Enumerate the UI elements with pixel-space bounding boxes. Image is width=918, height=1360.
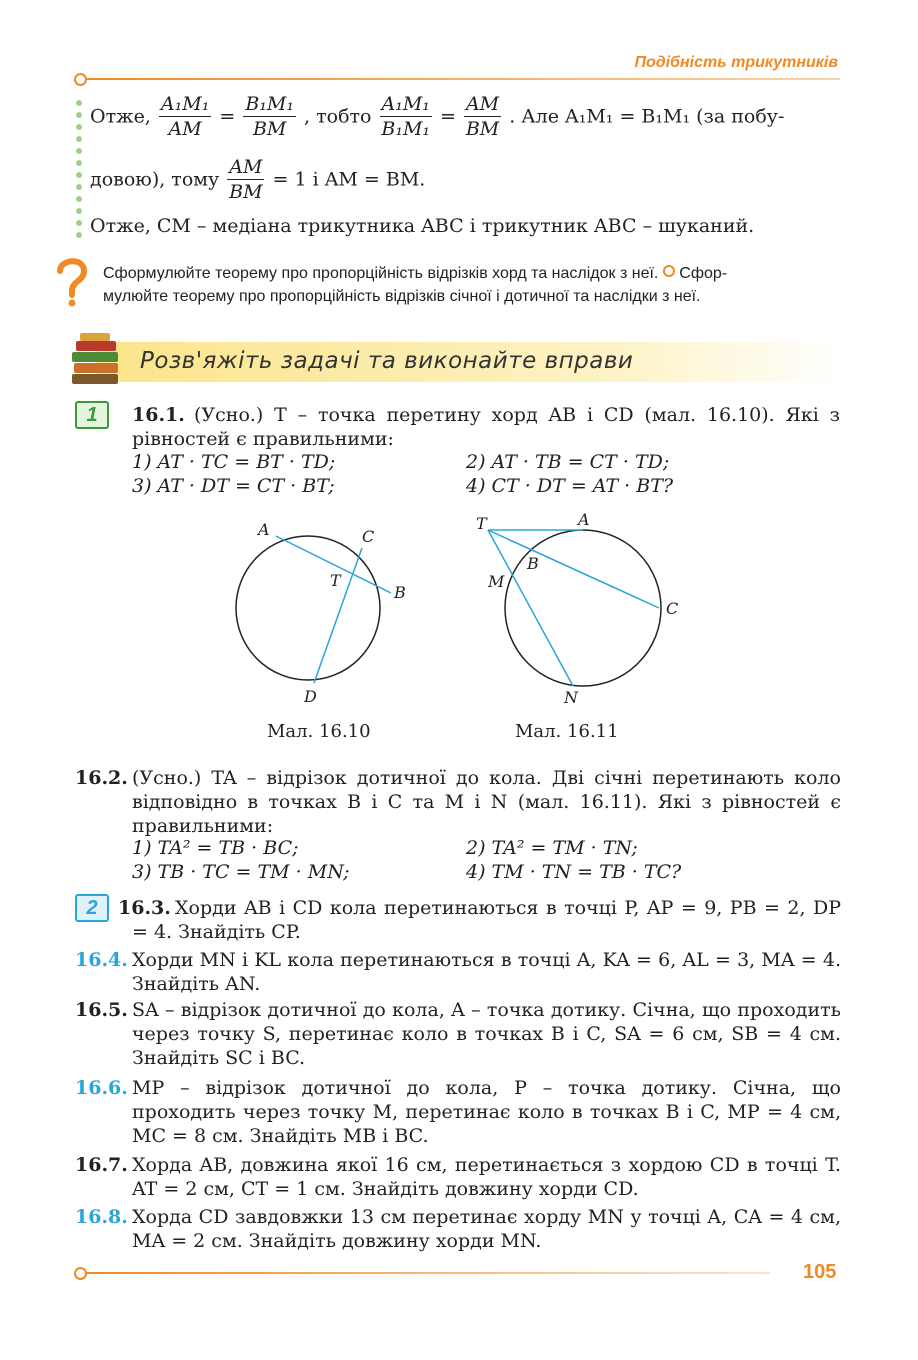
problem-16-8: 16.8. Хорда CD завдовжки 13 см перетинає хорду MN у точці A, CA = 4 см, MA = 2 см. Знайдіть довжину хорди MN. <box>75 1206 841 1252</box>
page-number: 105 <box>803 1261 837 1283</box>
option-2: 2) AT · TB = CT · TD; <box>466 451 670 473</box>
option-3: 3) TB · TC = TM · MN; <box>132 861 350 883</box>
point-c-label: C <box>666 599 679 618</box>
problem-16-1: 16.1. (Усно.) T – точка перетину хорд AB і CD (мал. 16.10). Які з рівностей є правильними: <box>132 404 840 450</box>
problem-text: (Усно.) TA – відрізок дотичної до кола. Дві січні перетинають коло відповідно в точках B і C та M і N (мал. 16.11). Які з рівностей є правильними: <box>132 767 841 837</box>
problem-text: (Усно.) T – точка перетину хорд AB і CD (мал. 16.10). Які з рівностей є правильними: <box>132 404 840 450</box>
option-1: 1) AT · TC = BT · TD; <box>132 451 336 473</box>
option-3: 3) AT · DT = CT · BT; <box>132 475 335 497</box>
problem-text: MP – відрізок дотичної до кола, P – точка дотику. Січна, що проходить через точку M, перетинає коло в точках B і C, MP = 4 см, MC = 8 см. Знайдіть MB і BC. <box>132 1077 841 1147</box>
section-title: Розв'яжіть задачі та виконайте вправи <box>140 348 634 374</box>
question-text: Сформулюйте теорему про пропорційність відрізків хорд та наслідок з неї. Сфор- мулюйте теорему про пропорційність відрізків січної і дотичної та наслідки з неї. <box>103 265 728 305</box>
footer-rule <box>80 1272 770 1274</box>
secant-tbc <box>488 530 659 608</box>
point-b-label: B <box>527 554 539 573</box>
figure-16-11-caption: Мал. 16.11 <box>515 721 619 742</box>
problem-16-6: 16.6. MP – відрізок дотичної до кола, P – точка дотику. Січна, що проходить через точку M, перетинає коло в точках B і C, MP = 4 см, MC = 8 см. Знайдіть MB і BC. <box>75 1077 841 1147</box>
problem-text: SA – відрізок дотичної до кола, A – точка дотику. Січна, що проходить через точку S, перетинає коло в точках B і C, SA = 6 см, SB = 4 см. Знайдіть SC і BC. <box>132 999 841 1069</box>
figure-16-11 <box>470 505 690 710</box>
books-icon <box>70 332 122 388</box>
point-n-label: N <box>564 688 578 707</box>
proof-text: Отже, <box>90 105 151 128</box>
point-t-label: T <box>476 514 487 533</box>
problem-text: Хорди AB і CD кола перетинаються в точці P, AP = 9, PB = 2, DP = 4. Знайдіть CP. <box>132 897 841 943</box>
figure-16-10 <box>220 510 420 710</box>
fraction: $\frac{\text{A₁M₁}}{AM}$ <box>160 93 210 140</box>
point-a-label: A <box>578 510 590 529</box>
proof-line-1: Отже, $\frac{\text{A₁M₁}}{AM}$ = $\frac{\text{B₁M₁}}{BM}$ , тобто $\frac{\text{A₁M₁}}{\text{B₁M₁}}$ = $\frac{AM}{BM}$ . Але A₁M₁ = B₁M₁ (за побу- <box>90 93 785 140</box>
footer-rule-circle <box>74 1267 87 1280</box>
header-rule <box>80 78 840 80</box>
problem-16-7: 16.7. Хорда AB, довжина якої 16 см, перетинається з хордою CD в точці T. AT = 2 см, CT = 1 см. Знайдіть довжину хорди CD. <box>75 1154 841 1200</box>
problem-16-3: 16.3. Хорди AB і CD кола перетинаються в точці P, AP = 9, PB = 2, DP = 4. Знайдіть CP. <box>118 897 841 943</box>
option-1: 1) TA² = TB · BC; <box>132 837 299 859</box>
header-rule-circle <box>74 73 87 86</box>
problem-text: Хорда AB, довжина якої 16 см, перетинається з хордою CD в точці T. AT = 2 см, CT = 1 см. Знайдіть довжину хорди CD. <box>132 1154 841 1200</box>
point-a-label: A <box>258 520 270 539</box>
point-m-label: M <box>488 572 505 591</box>
problem-16-5: 16.5. SA – відрізок дотичної до кола, A – точка дотику. Січна, що проходить через точку S, перетинає коло в точках B і C, SA = 6 см, SB = 4 см. Знайдіть SC і BC. <box>75 999 841 1069</box>
point-c-label: C <box>362 527 375 546</box>
problem-text: Хорда CD завдовжки 13 см перетинає хорду MN у точці A, CA = 4 см, MA = 2 см. Знайдіть довжину хорди MN. <box>132 1206 841 1252</box>
point-d-label: D <box>304 687 317 706</box>
figure-16-10-caption: Мал. 16.10 <box>267 721 371 742</box>
fraction: $\frac{\text{B₁M₁}}{BM}$ <box>245 93 294 140</box>
option-4: 4) TM · TN = TB · TC? <box>466 861 682 883</box>
problem-16-2: 16.2. (Усно.) TA – відрізок дотичної до кола. Дві січні перетинають коло відповідно в точках B і C та M і N (мал. 16.11). Які з рівностей є правильними: <box>75 767 841 837</box>
level-1-badge: 1 <box>75 401 109 429</box>
point-t-label: T <box>330 571 341 590</box>
option-4: 4) CT · DT = AT · BT? <box>466 475 674 497</box>
problem-text: Хорди MN і KL кола перетинаються в точці A, KA = 6, AL = 3, MA = 4. Знайдіть AN. <box>132 949 841 995</box>
level-2-badge: 2 <box>75 894 109 922</box>
fraction: $\frac{\text{A₁M₁}}{\text{B₁M₁}}$ <box>381 93 431 140</box>
fraction: $\frac{AM}{BM}$ <box>229 156 263 203</box>
option-2: 2) TA² = TM · TN; <box>466 837 638 859</box>
proof-line-2: довою), тому $\frac{AM}{BM}$ = 1 і AM = BM. <box>90 156 426 203</box>
circle-bullet-icon <box>663 265 675 277</box>
point-b-label: B <box>394 583 406 602</box>
question-icon <box>52 255 92 307</box>
proof-line-3: Отже, CM – медіана трикутника ABC і трикутник ABC – шуканий. <box>90 215 755 237</box>
running-header: Подібність трикутників <box>634 54 838 71</box>
fraction: $\frac{AM}{BM}$ <box>465 93 500 140</box>
problem-16-4: 16.4. Хорди MN і KL кола перетинаються в точці A, KA = 6, AL = 3, MA = 4. Знайдіть AN. <box>75 949 841 995</box>
